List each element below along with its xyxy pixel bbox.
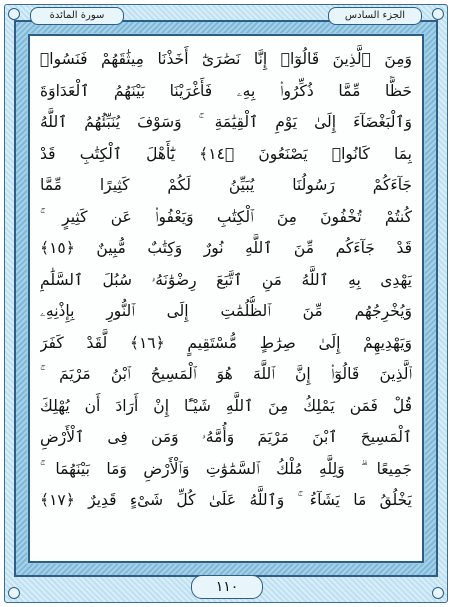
text-line: يَهْدِى بِهِ ٱللَّهُ مَنِ ٱتَّبَعَ رِضْوَٰنَهُۥ سُبُلَ ٱلسَّلَٰمِ <box>40 270 412 289</box>
text-line: يَخْلُقُ مَا يَشَآءُ ۚ وَٱللَّهُ عَلَىٰ كُلِّ شَىْءٍ قَدِيرٌ ﴿١٧﴾ <box>40 491 412 509</box>
corner-ornament-icon <box>432 8 444 20</box>
text-line: جَآءَكُمْ رَسُولُنَا يُبَيِّنُ لَكُمْ كَثِيرًا مِّمَّا <box>40 176 412 194</box>
text-line: وَيُخْرِجُهُم مِّنَ ٱلظُّلُمَٰتِ إِلَى ٱلنُّورِ بِإِذْنِهِۦ <box>40 302 412 320</box>
text-line: وَيَهْدِيهِمْ إِلَىٰ صِرَٰطٍ مُّسْتَقِيمٍ ﴿١٦﴾ لَّقَدْ كَفَرَ <box>40 333 412 352</box>
quran-text <box>40 44 412 554</box>
text-line: قَدْ جَآءَكُم مِّنَ ٱللَّهِ نُورٌ وَكِتَٰبٌ مُّبِينٌ ﴿١٥﴾ <box>40 239 412 257</box>
text-line: ٱلْمَسِيحَ ٱبْنَ مَرْيَمَ وَأُمَّهُۥ وَمَن فِى ٱلْأَرْضِ <box>40 428 412 446</box>
text-line: وَٱلْبَغْضَآءَ إِلَىٰ يَوْمِ ٱلْقِيَٰمَةِ ۚ وَسَوْفَ يُنَبِّئُهُمُ ٱللَّهُ <box>40 113 412 131</box>
corner-ornament-icon <box>8 587 20 599</box>
text-line: وَمِنَ ٱلَّذِينَ قَالُوٓا۟ إِنَّا نَصَٰرَىٰٓ أَخَذْنَا مِيثَٰقَهُمْ فَنَسُوا۟ <box>40 50 412 68</box>
juz-label: الجزء السادس <box>328 7 422 25</box>
text-line: حَظًّا مِّمَّا ذُكِّرُوا۟ بِهِۦ فَأَغْرَيْنَا بَيْنَهُمُ ٱلْعَدَاوَةَ <box>40 81 412 100</box>
corner-ornament-icon <box>8 8 20 20</box>
text-line: قُلْ فَمَن يَمْلِكُ مِنَ ٱللَّهِ شَيْـًٔا إِنْ أَرَادَ أَن يُهْلِكَ <box>40 396 412 415</box>
corner-ornament-icon <box>432 587 444 599</box>
page-number: ١١٠ <box>191 575 263 599</box>
text-line: بِمَا كَانُوا۟ يَصْنَعُونَ ﴿١٤﴾ يَٰٓأَهْلَ ٱلْكِتَٰبِ قَدْ <box>40 144 412 163</box>
text-line: جَمِيعًا ۗ وَلِلَّهِ مُلْكُ ٱلسَّمَٰوَٰتِ وَٱلْأَرْضِ وَمَا بَيْنَهُمَا ۚ <box>40 459 412 478</box>
surah-label: سورة المائدة <box>30 7 124 25</box>
text-line: ٱلَّذِينَ قَالُوٓا۟ إِنَّ ٱللَّهَ هُوَ ٱلْمَسِيحُ ٱبْنُ مَرْيَمَ ۚ <box>40 365 412 383</box>
text-line: كُنتُمْ تُخْفُونَ مِنَ ٱلْكِتَٰبِ وَيَعْفُوا۟ عَن كَثِيرٍ ۚ <box>40 207 412 226</box>
